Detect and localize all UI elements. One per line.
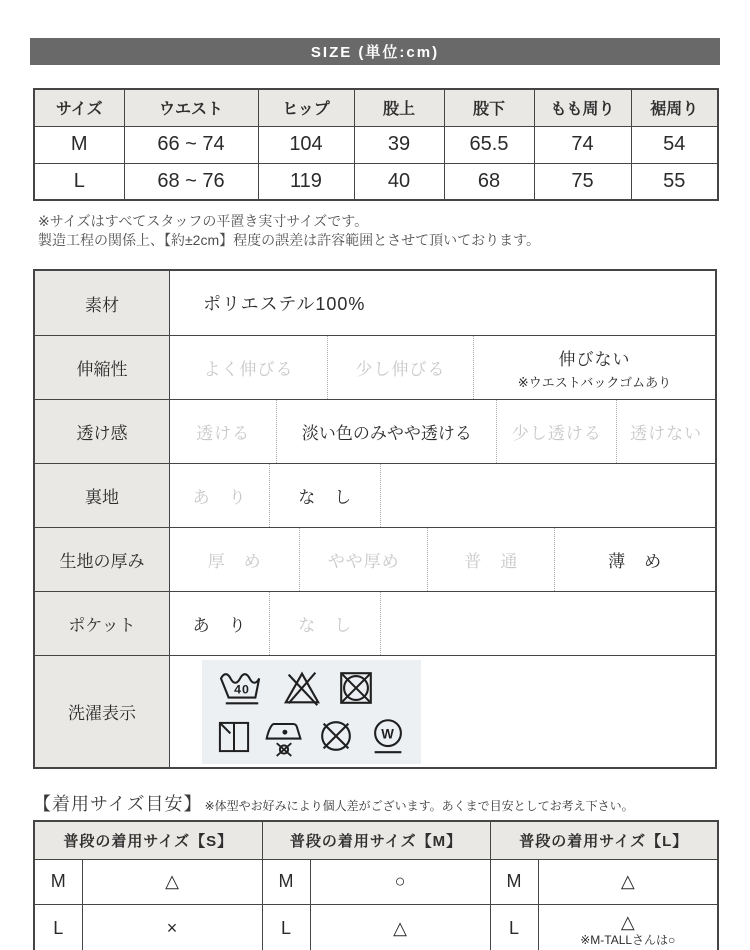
fit-size-label: M <box>490 859 538 904</box>
value-cell: 74 <box>534 126 631 163</box>
option-stretch-none <box>473 336 715 399</box>
fit-mark: △ <box>538 859 718 904</box>
option-pocket-no: な し <box>269 592 380 655</box>
option-stretch-some: 少し伸びる <box>327 336 473 399</box>
fit-guide-table <box>33 820 719 950</box>
fit-mark-with-note <box>538 904 718 950</box>
spec-label-pocket: ポケット <box>35 592 170 655</box>
value-cell: 119 <box>258 163 354 200</box>
option-somewhat-thick: やや厚め <box>299 528 427 591</box>
col-header-usual-s: 普段の着用サイズ【S】 <box>34 821 262 859</box>
value-cell: 65.5 <box>444 126 534 163</box>
spec-row-care <box>35 655 715 767</box>
option-stretch-high: よく伸びる <box>203 360 294 379</box>
fabric-spec-table <box>33 269 717 769</box>
stretch-note: ※ウエストバックゴムあり <box>517 374 672 390</box>
spec-label-thickness: 生地の厚み <box>35 528 170 591</box>
value-cell: 75 <box>534 163 631 200</box>
value-cell: 39 <box>354 126 444 163</box>
fit-mark: △ <box>310 904 490 950</box>
iron-low-no-steam-icon <box>263 711 305 757</box>
svg-text:40: 40 <box>234 682 250 697</box>
spec-row-sheerness <box>35 399 715 463</box>
col-header-size: サイズ <box>34 89 124 126</box>
fit-mark: ○ <box>310 859 490 904</box>
size-label: L <box>34 163 124 200</box>
col-header-hem: 裾周り <box>631 89 718 126</box>
no-bleach-icon <box>279 667 325 709</box>
col-header-usual-m: 普段の着用サイズ【M】 <box>262 821 490 859</box>
spec-row-pocket <box>35 591 715 655</box>
value-cell: 55 <box>631 163 718 200</box>
no-tumble-dry-icon <box>334 667 378 709</box>
size-title-bar <box>30 38 720 65</box>
fit-mark: △ <box>620 912 635 933</box>
spec-row-lining <box>35 463 715 527</box>
size-measurement-table <box>33 88 719 201</box>
option-lining-yes: あ り <box>192 488 247 507</box>
option-slightly-sheer: 少し透ける <box>496 400 616 463</box>
size-notes <box>38 212 750 250</box>
option-sheer-light-colors: 淡い色のみやや透ける <box>276 400 496 463</box>
fit-size-label: L <box>262 904 310 950</box>
value-cell: 68 ~ 76 <box>124 163 258 200</box>
size-row-l <box>34 163 718 200</box>
page-title: SIZE (単位:cm) <box>310 44 440 61</box>
note-line: 製造工程の関係上、【約±2cm】程度の誤差は許容範囲とさせて頂いております。 <box>38 232 541 248</box>
option-normal: 普 通 <box>427 528 554 591</box>
fit-size-label: M <box>262 859 310 904</box>
machine-wash-40-gentle-icon <box>214 667 270 709</box>
spec-label-sheerness: 透け感 <box>35 400 170 463</box>
care-symbols-box <box>202 660 421 764</box>
spec-row-stretch <box>35 335 715 399</box>
size-table-header-row <box>34 89 718 126</box>
option-thick: 厚 め <box>207 552 262 571</box>
spec-label-material: 素材 <box>35 271 170 335</box>
col-header-rise: 股上 <box>354 89 444 126</box>
fit-row-m <box>34 859 718 904</box>
fit-size-label: M <box>34 859 82 904</box>
spec-label-lining: 裏地 <box>35 464 170 527</box>
fit-size-label: L <box>490 904 538 950</box>
size-label: M <box>34 126 124 163</box>
empty-cell <box>380 464 715 527</box>
care-symbols-cell <box>170 656 715 767</box>
fit-mark-note: ※M-TALLさんは○ <box>580 933 676 948</box>
drip-dry-in-shade-icon <box>214 717 254 757</box>
fit-guide-title: 【着用サイズ目安】 <box>33 794 203 814</box>
value-cell: 104 <box>258 126 354 163</box>
note-line: ※サイズはすべてスタッフの平置き実寸サイズです。 <box>38 213 369 229</box>
spec-label-stretch: 伸縮性 <box>35 336 170 399</box>
fit-mark: × <box>82 904 262 950</box>
svg-text:W: W <box>381 725 395 741</box>
wet-clean-gentle-icon <box>367 715 409 757</box>
col-header-usual-l: 普段の着用サイズ【L】 <box>490 821 718 859</box>
value-cell: 40 <box>354 163 444 200</box>
col-header-hip: ヒップ <box>258 89 354 126</box>
empty-cell <box>380 592 715 655</box>
option-lining-no: な し <box>269 464 380 527</box>
material-value: ポリエステル100% <box>203 294 366 314</box>
option-sheer: 透ける <box>196 424 251 443</box>
col-header-inseam: 股下 <box>444 89 534 126</box>
option-pocket-yes: あ り <box>192 616 247 635</box>
col-header-waist: ウエスト <box>124 89 258 126</box>
no-dry-clean-icon <box>314 715 358 757</box>
option-thin: 薄 め <box>554 528 715 591</box>
spec-row-material <box>35 271 715 335</box>
size-row-m <box>34 126 718 163</box>
fit-row-l <box>34 904 718 950</box>
option-text: 伸びない <box>558 349 631 369</box>
value-cell: 66 ~ 74 <box>124 126 258 163</box>
spec-label-care: 洗濯表示 <box>35 656 170 767</box>
spec-row-thickness <box>35 527 715 591</box>
fit-table-header-row <box>34 821 718 859</box>
fit-guide-heading <box>33 790 750 816</box>
value-cell: 68 <box>444 163 534 200</box>
fit-mark: △ <box>82 859 262 904</box>
col-header-thigh: もも周り <box>534 89 631 126</box>
value-cell: 54 <box>631 126 718 163</box>
fit-guide-note: ※体型やお好みにより個人差がございます。あくまで目安としてお考え下さい。 <box>204 799 634 813</box>
fit-size-label: L <box>34 904 82 950</box>
option-not-sheer: 透けない <box>616 400 715 463</box>
